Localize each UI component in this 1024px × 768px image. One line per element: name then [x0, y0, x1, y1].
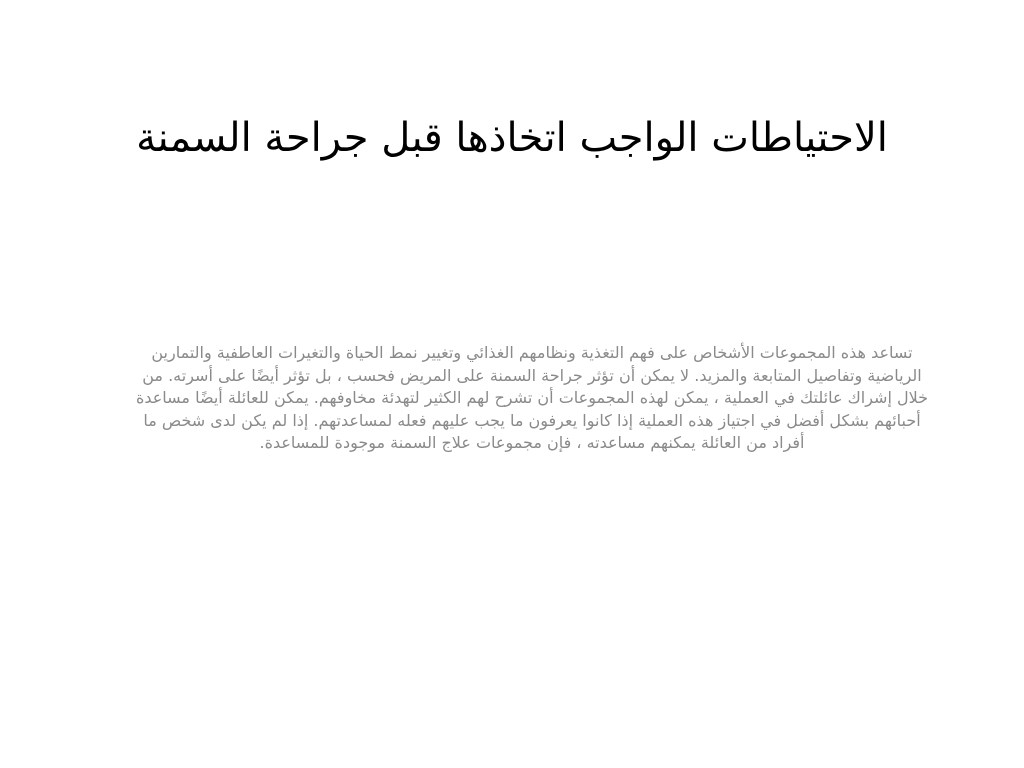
- slide-title: الاحتياطات الواجب اتخاذها قبل جراحة السمنة: [136, 115, 888, 161]
- slide-body-text: تساعد هذه المجموعات الأشخاص على فهم التغذية ونظامهم الغذائي وتغيير نمط الحياة والتغيرات العاطفية والتمارين الرياضية وتفاصيل المتابعة والمزيد. لا يمكن أن تؤثر جراحة السمنة على المريض فحسب ، بل تؤثر أيضًا على أسرته. من خلال إشراك عائلتك في العملية ، يمكن لهذه المجموعات أن تشرح لهم الكثير لتهدئة مخاوفهم. يمكن للعائلة أيضًا مساعدة أحبائهم بشكل أفضل في اجتياز هذه العملية إذا كانوا يعرفون ما يجب عليهم فعله لمساعدتهم. إذا لم يكن لدى شخص ما أفراد من العائلة يمكنهم مساعدته ، فإن مجموعات علاج السمنة موجودة للمساعدة.: [135, 343, 929, 452]
